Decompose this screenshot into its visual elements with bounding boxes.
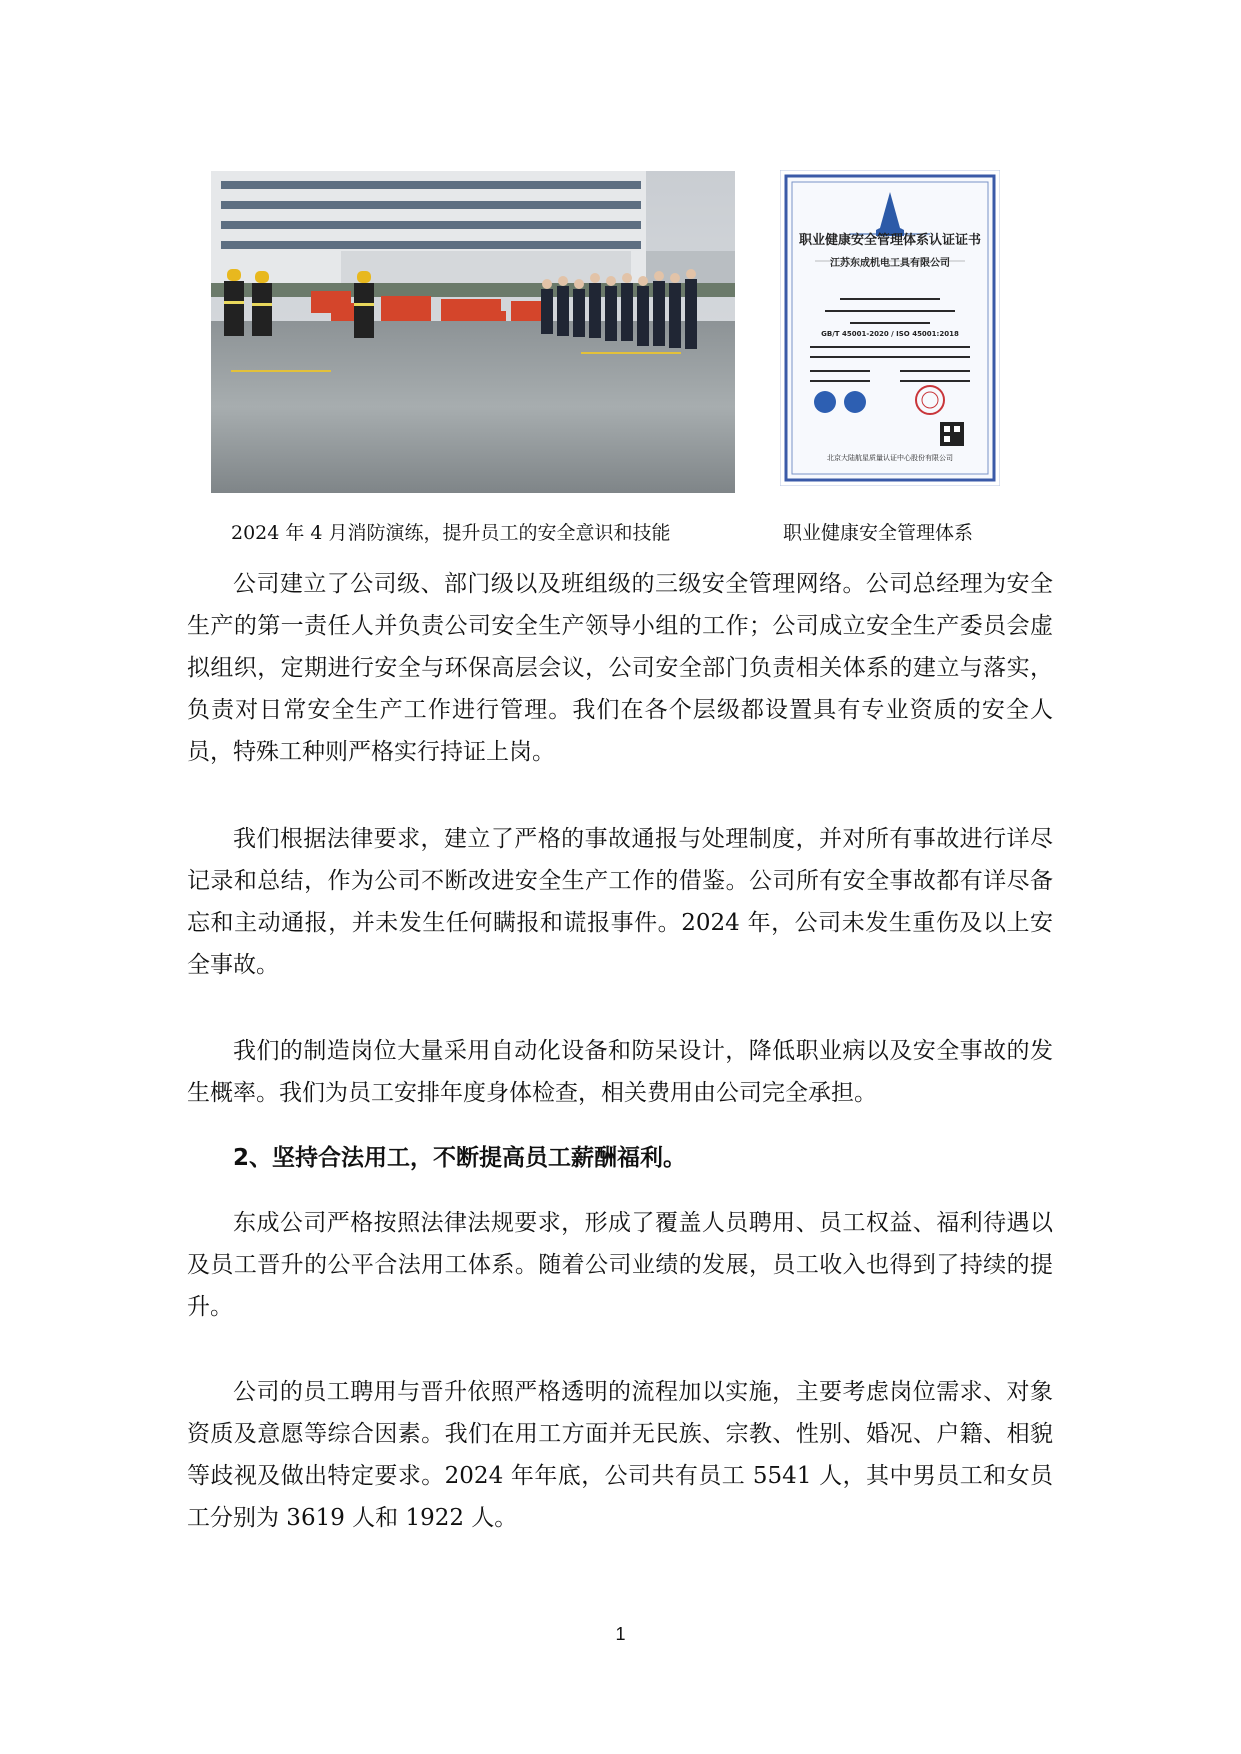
paragraph-legal-employment: 东成公司严格按照法律法规要求，形成了覆盖人员聘用、员工权益、福利待遇以及员工晋升的公平合法用工体系。随着公司业绩的发展，员工收入也得到了持续的提升。 [187,1210,1053,1320]
paragraph-automation: 我们的制造岗位大量采用自动化设备和防呆设计，降低职业病以及安全事故的发生概率。我们为员工安排年度身体检查，相关费用由公司完全承担。 [187,1038,1053,1106]
paragraph-safety-network: 公司建立了公司级、部门级以及班组级的三级安全管理网络。公司总经理为安全生产的第一责任人并负责公司安全生产领导小组的工作；公司成立安全生产委员会虚拟组织，定期进行安全与环保高层会议，公司安全部门负责相关体系的建立与落实，负责对日常安全生产工作进行管理。我们在各个层级都设置具有专业资质的安全人员，特殊工种则严格实行持证上岗。 [187,571,1053,765]
paragraph-hiring-promotion: 公司的员工聘用与晋升依照严格透明的流程加以实施，主要考虑岗位需求、对象资质及意愿等综合因素。我们在用工方面并无民族、宗教、性别、婚况、户籍、相貌等歧视及做出特定要求。2024 年年底，公司共有员工 5541 人，其中男员工和女员工分别为 3619 人和 1922 人。 [187,1379,1053,1531]
section-heading: 2、坚持合法用工，不断提高员工薪酬福利。 [233,1145,687,1171]
cert-issuer: 北京大陆航星质量认证中心股份有限公司 [827,454,953,462]
cert-standard: GB/T 45001-2020 / ISO 45001:2018 [821,330,959,338]
fire-drill-photo [211,171,735,493]
cert-title: 职业健康安全管理体系认证证书 [798,233,982,248]
paragraph-accident-reporting: 我们根据法律要求，建立了严格的事故通报与处理制度，并对所有事故进行详尽记录和总结，作为公司不断改进安全生产工作的借鉴。公司所有安全事故都有详尽备忘和主动通报，并未发生任何瞒报和谎报事件。2024 年，公司未发生重伤及以上安全事故。 [187,826,1053,978]
certificate-caption: 职业健康安全管理体系 [783,522,974,544]
cert-company: 江苏东成机电工具有限公司 [830,258,950,269]
ohsms-certificate-image [780,170,1000,486]
photo-caption: 2024 年 4 月消防演练，提升员工的安全意识和技能 [231,522,671,544]
page-number: 1 [615,1624,626,1644]
